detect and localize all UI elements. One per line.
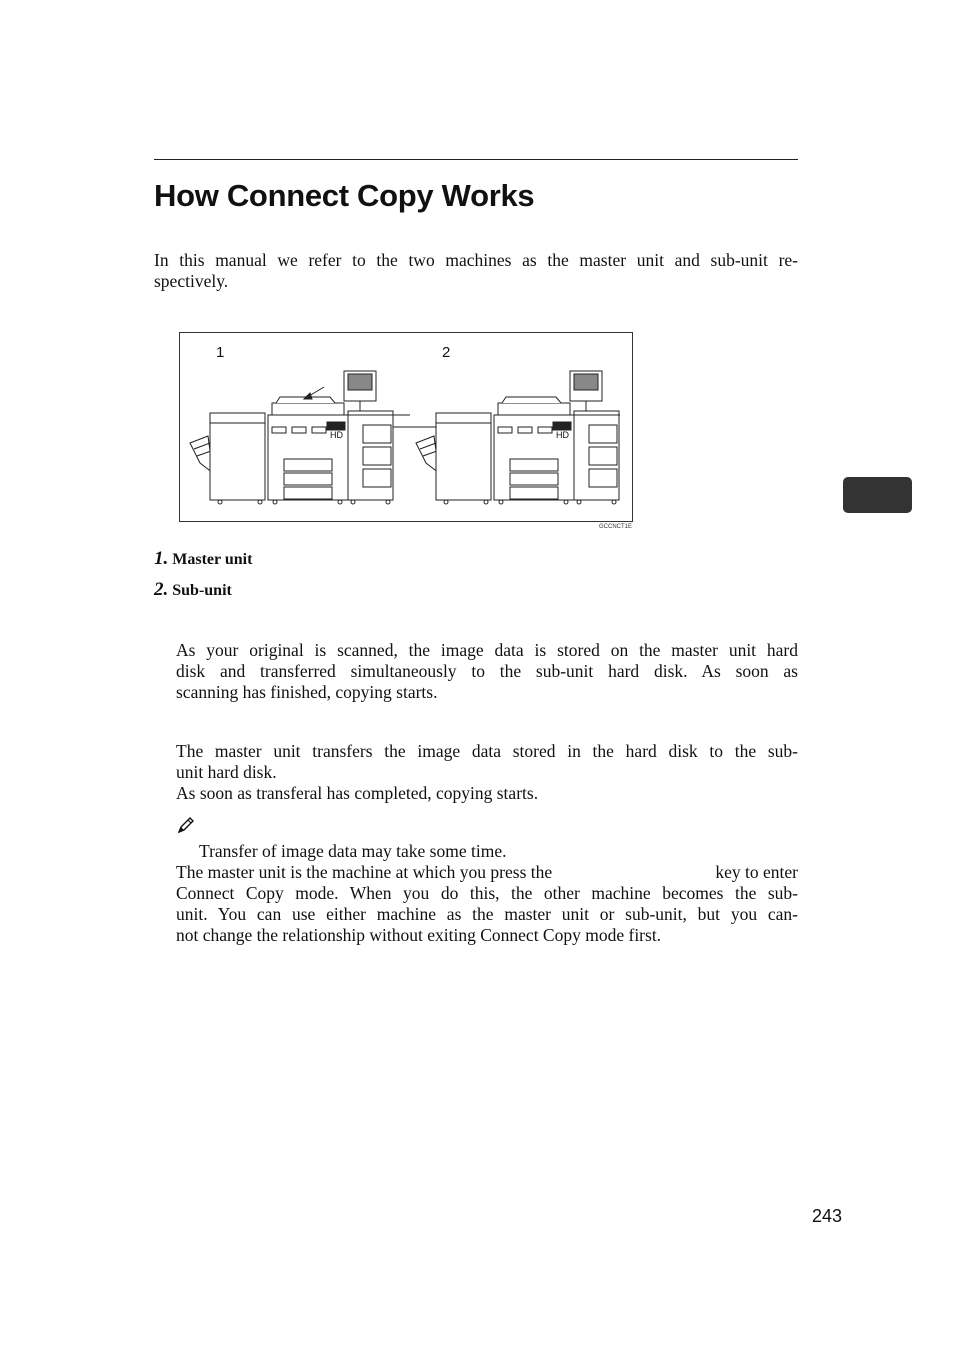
master-unit-machine [190, 371, 410, 504]
figure-label-2: 2 [442, 344, 451, 361]
key-name-gap [594, 862, 674, 883]
connect-copy-figure [179, 332, 633, 522]
hd-label: HD [556, 430, 569, 440]
legend-number: 1. [154, 548, 169, 569]
legend-text: Master unit [172, 551, 253, 568]
legend-item [154, 579, 232, 601]
scan-paragraph [176, 640, 798, 703]
paragraph-line: Connect Copy mode. When you do this, the other machine becomes the sub- [176, 883, 798, 903]
line-start: The master unit is the machine at which you press the [176, 862, 553, 882]
intro-paragraph [154, 250, 798, 292]
figure-label-1: 1 [216, 344, 225, 361]
hd-label: HD [330, 430, 343, 440]
legend-number: 2. [154, 579, 169, 600]
transfer-paragraph [176, 741, 798, 804]
header-rule [154, 159, 798, 160]
note-text: Transfer of image data may take some time. [199, 841, 507, 861]
page-title: How Connect Copy Works [154, 178, 535, 213]
figure-code: GCCNCT1E [599, 524, 633, 530]
page-number: 243 [812, 1206, 843, 1226]
copier-illustration [180, 333, 632, 521]
paragraph-line: As your original is scanned, the image data is stored on the master unit hard [176, 640, 798, 660]
paragraph-line: As soon as transferal has completed, copying starts. [176, 783, 539, 803]
paragraph-line: unit. You can use either machine as the master unit or sub-unit, but you can- [176, 904, 798, 924]
chapter-tab [843, 477, 912, 513]
sub-unit-machine [416, 371, 620, 504]
master-unit-paragraph [176, 862, 798, 946]
paragraph-line [176, 862, 798, 883]
paragraph-line: disk and transferred simultaneously to the sub-unit hard disk. As soon as [176, 661, 798, 681]
intro-line: spectively. [154, 271, 229, 291]
pencil-note-icon [176, 815, 196, 835]
intro-line: In this manual we refer to the two machines as the master unit and sub-unit re- [154, 250, 798, 270]
paragraph-line: not change the relationship without exiting Connect Copy mode first. [176, 925, 662, 945]
legend-item [154, 548, 252, 570]
legend-text: Sub-unit [172, 582, 232, 599]
line-end: key to enter [715, 862, 798, 882]
paragraph-line: The master unit transfers the image data stored in the hard disk to the sub- [176, 741, 798, 761]
paragraph-line: scanning has finished, copying starts. [176, 682, 438, 702]
paragraph-line: unit hard disk. [176, 762, 277, 782]
